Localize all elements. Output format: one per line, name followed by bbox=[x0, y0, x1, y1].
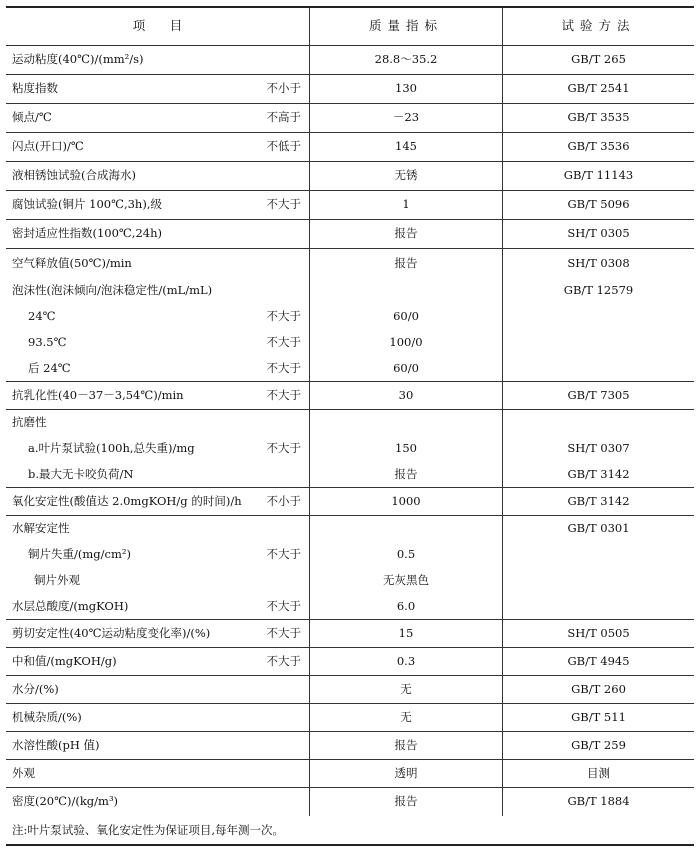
hydro-sub-name: 铜片外观 bbox=[34, 572, 80, 587]
wear-sub-method: SH/T 0307 bbox=[567, 440, 630, 455]
table-row bbox=[6, 704, 694, 732]
wear-sub-method: GB/T 3142 bbox=[567, 466, 630, 481]
table-row bbox=[6, 162, 694, 191]
row-spec: 无锈 bbox=[310, 162, 503, 190]
wear-sub-name: b.最大无卡咬负荷/N bbox=[28, 466, 134, 481]
table-row bbox=[6, 648, 694, 676]
hydro-method: GB/T 0301 bbox=[567, 521, 630, 535]
row-method: GB/T 265 bbox=[571, 52, 626, 67]
table-row bbox=[6, 732, 694, 760]
table-row bbox=[6, 488, 694, 516]
row-spec: 0.3 bbox=[310, 648, 503, 675]
hydro-sub-spec: 0.5 bbox=[396, 547, 416, 562]
wear-name: 抗磨性 bbox=[12, 415, 47, 430]
row-spec: 130 bbox=[310, 75, 503, 103]
table-row bbox=[6, 382, 694, 410]
row-method: SH/T 0308 bbox=[567, 255, 630, 270]
row-name: 空气释放值(50℃)/min bbox=[12, 255, 132, 270]
row-method: GB/T 259 bbox=[571, 737, 626, 752]
table-row bbox=[6, 220, 694, 249]
row-spec: 无 bbox=[310, 704, 503, 731]
row-name: 密封适应性指数(100℃,24h) bbox=[12, 226, 162, 241]
row-limit: 不大于 bbox=[266, 387, 301, 402]
row-name: 闪点(开口)/℃ bbox=[12, 139, 84, 154]
row-name: 机械杂质/(%) bbox=[12, 709, 82, 724]
foam-method: GB/T 12579 bbox=[563, 283, 634, 297]
row-name: 水溶性酸(pH 值) bbox=[12, 737, 100, 752]
table-row-hydro bbox=[6, 516, 694, 620]
row-name: 倾点/℃ bbox=[12, 110, 52, 125]
header-spec: 质量指标 bbox=[310, 8, 503, 45]
table-row bbox=[6, 788, 694, 816]
foam-sub-name: 24℃ bbox=[28, 309, 56, 324]
row-method: GB/T 260 bbox=[571, 681, 626, 696]
foam-sub-name: 后 24℃ bbox=[28, 360, 71, 375]
row-spec: 30 bbox=[310, 382, 503, 409]
foam-sub-limit: 不大于 bbox=[266, 360, 301, 375]
table-row bbox=[6, 104, 694, 133]
row-spec: －23 bbox=[310, 104, 503, 132]
row-name: 液相锈蚀试验(合成海水) bbox=[12, 168, 136, 183]
hydro-sub-spec: 无灰黑色 bbox=[383, 572, 429, 587]
row-method: SH/T 0505 bbox=[567, 625, 630, 640]
foam-sub-spec: 60/0 bbox=[393, 360, 419, 375]
row-method: GB/T 3536 bbox=[567, 139, 630, 154]
row-limit: 不大于 bbox=[266, 197, 301, 212]
row-spec: 145 bbox=[310, 133, 503, 161]
table-row bbox=[6, 620, 694, 648]
table-row bbox=[6, 676, 694, 704]
spec-table bbox=[6, 6, 694, 846]
wear-sub-spec: 150 bbox=[395, 440, 417, 455]
row-spec: 28.8～35.2 bbox=[310, 46, 503, 74]
foam-name: 泡沫性(泡沫倾向/泡沫稳定性/(mL/mL) bbox=[12, 283, 213, 298]
row-name: 剪切安定性(40℃运动粘度变化率)/(%) bbox=[12, 625, 211, 640]
row-limit: 不大于 bbox=[266, 653, 301, 668]
row-limit: 不大于 bbox=[266, 625, 301, 640]
row-spec: 1 bbox=[310, 191, 503, 219]
row-name: 外观 bbox=[12, 765, 35, 780]
foam-sub-limit: 不大于 bbox=[266, 309, 301, 324]
hydro-sub-name: 铜片失重/(mg/cm²) bbox=[28, 547, 131, 562]
wear-sub-limit: 不大于 bbox=[266, 440, 301, 455]
table-row bbox=[6, 191, 694, 220]
table-row bbox=[6, 75, 694, 104]
hydro-name: 水解安定性 bbox=[12, 521, 70, 536]
table-row bbox=[6, 760, 694, 788]
row-spec: 1000 bbox=[310, 488, 503, 515]
row-spec: 报告 bbox=[310, 732, 503, 759]
row-method: GB/T 5096 bbox=[567, 197, 630, 212]
row-spec: 报告 bbox=[310, 220, 503, 248]
row-name: 密度(20℃)/(kg/m³) bbox=[12, 794, 119, 809]
row-limit: 不低于 bbox=[266, 139, 301, 154]
wear-sub-name: a.叶片泵试验(100h,总失重)/mg bbox=[28, 440, 195, 455]
row-name: 运动粘度(40℃)/(mm²/s) bbox=[12, 52, 144, 67]
table-row bbox=[6, 249, 694, 278]
row-method: GB/T 511 bbox=[571, 709, 626, 724]
foam-sub-name: 93.5℃ bbox=[28, 334, 67, 349]
footnote: 注:叶片泵试验、氧化安定性为保证项目,每年测一次。 bbox=[12, 823, 285, 837]
row-name: 腐蚀试验(铜片 100℃,3h),级 bbox=[12, 197, 162, 212]
foam-sub-spec: 60/0 bbox=[393, 309, 419, 324]
table-header bbox=[6, 8, 694, 46]
table-row-foam bbox=[6, 278, 694, 382]
row-method: GB/T 2541 bbox=[567, 81, 630, 96]
row-spec: 报告 bbox=[310, 249, 503, 278]
hydro-sub-limit: 不大于 bbox=[266, 598, 301, 613]
table-row-wear bbox=[6, 410, 694, 488]
row-name: 粘度指数 bbox=[12, 81, 58, 96]
row-method: GB/T 1884 bbox=[567, 794, 630, 809]
row-name: 抗乳化性(40－37－3,54℃)/min bbox=[12, 387, 184, 402]
row-spec: 报告 bbox=[310, 788, 503, 816]
hydro-sub-name: 水层总酸度/(mgKOH) bbox=[12, 598, 129, 613]
row-method: SH/T 0305 bbox=[567, 226, 630, 241]
row-limit: 不高于 bbox=[266, 110, 301, 125]
header-item: 项 目 bbox=[6, 8, 310, 45]
row-spec: 15 bbox=[310, 620, 503, 647]
row-method: GB/T 7305 bbox=[567, 387, 630, 402]
row-method: GB/T 3142 bbox=[567, 493, 630, 508]
table-row bbox=[6, 133, 694, 162]
row-method: GB/T 3535 bbox=[567, 110, 630, 125]
hydro-sub-limit: 不大于 bbox=[266, 547, 301, 562]
foam-sub-spec: 100/0 bbox=[389, 334, 423, 349]
wear-sub-spec: 报告 bbox=[394, 466, 418, 481]
row-name: 水分/(%) bbox=[12, 681, 59, 696]
row-method: 目测 bbox=[587, 765, 610, 780]
table-row bbox=[6, 46, 694, 75]
row-method: GB/T 4945 bbox=[567, 653, 630, 668]
hydro-sub-spec: 6.0 bbox=[396, 598, 416, 613]
row-limit: 不小于 bbox=[266, 81, 301, 96]
row-method: GB/T 11143 bbox=[563, 168, 634, 183]
row-name: 中和值/(mgKOH/g) bbox=[12, 653, 117, 668]
foam-sub-limit: 不大于 bbox=[266, 334, 301, 349]
row-spec: 透明 bbox=[310, 760, 503, 787]
header-method: 试验方法 bbox=[561, 18, 636, 34]
row-name: 氧化安定性(酸值达 2.0mgKOH/g 的时间)/h bbox=[12, 493, 242, 508]
row-spec: 无 bbox=[310, 676, 503, 703]
row-limit: 不小于 bbox=[266, 493, 301, 508]
